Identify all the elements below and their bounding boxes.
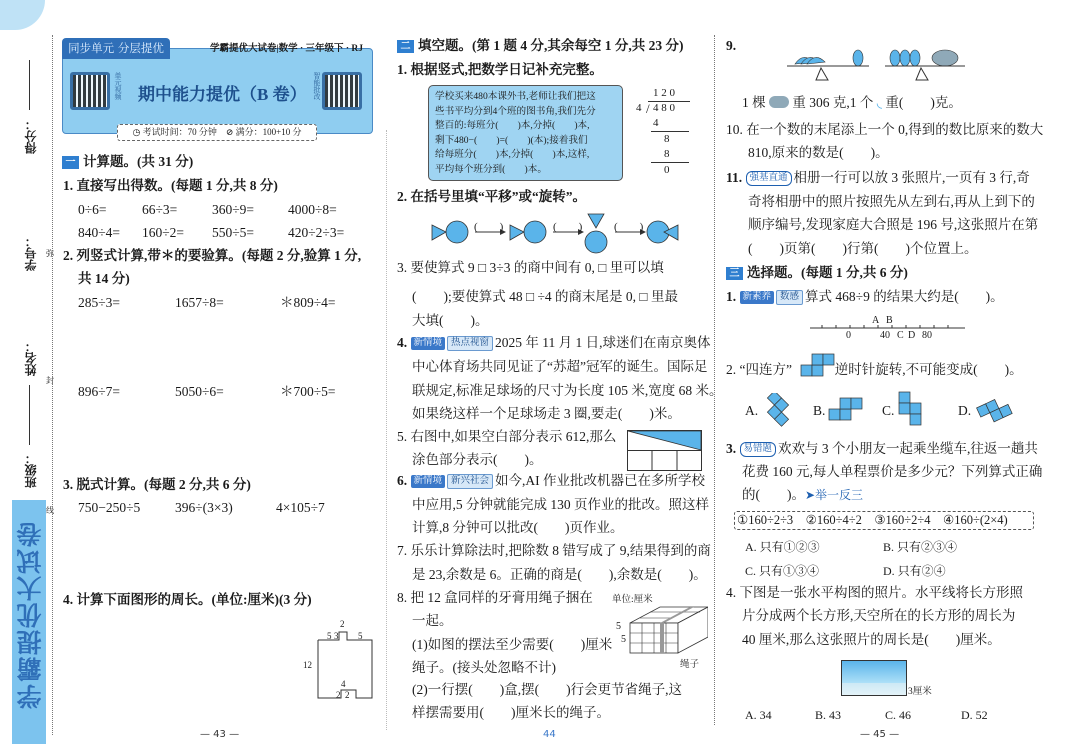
long-division (636, 86, 696, 178)
q4-number: 4. (397, 335, 408, 350)
c4-option[interactable]: A. 34 (745, 708, 772, 722)
mid-q3-line: 大填( )。 (412, 313, 489, 328)
q9-text: 重 306 克,1 个 (792, 95, 874, 110)
right-q9: 9. (726, 38, 737, 53)
step: 4 (653, 117, 659, 129)
q2-blank[interactable]: ( ) (614, 221, 644, 233)
c2-text: 2. “四连方” (726, 362, 792, 377)
header-tab: 同步单元 分层提优 (62, 38, 170, 59)
numline-label: B (886, 315, 893, 326)
score-label: 得分： (24, 118, 38, 154)
fig-label: 4 (341, 679, 346, 689)
c3-option[interactable]: B. 只有②③④ (883, 540, 958, 554)
right-q11-line: 奇将相册中的照片按照先从左到右,再从上到下的 (748, 194, 1035, 209)
c1-number: 1. (726, 289, 737, 304)
fig-label: 2 (340, 619, 345, 629)
q6-number: 6. (397, 473, 408, 488)
tag-foundation: 强基直通 (746, 171, 792, 186)
tag-new-context: 新情境 (411, 475, 446, 488)
step: 8 (664, 148, 670, 160)
toothpaste-bundle-figure (624, 595, 708, 657)
c3-text: 欢欢与 3 个小朋友一起乘坐缆车,往返一趟共 (778, 441, 1038, 456)
c2-option-label[interactable]: B. (813, 403, 826, 418)
diary-line: 整百的:每班分( )本,分掉( )本, (435, 120, 590, 131)
c1-text: 算式 468÷9 的结果大约是( )。 (805, 289, 1004, 304)
tag-number-sense: 数感 (776, 290, 803, 305)
vertical-calc-item: ＊809÷4= (280, 295, 336, 310)
c3-option[interactable]: C. 只有①③④ (745, 564, 820, 578)
mid-q6-line (397, 472, 705, 490)
column-divider (386, 130, 387, 730)
q6-text: 如今,AI 作业批改机器已在多所学校 (495, 473, 706, 488)
right-q10-line: 10. 在一个数的末尾添上一个 0,得到的数比原来的数大 (726, 122, 1044, 137)
diary-line: 平均每个班分到( )本。 (435, 163, 547, 175)
q2-blank[interactable]: ( ) (474, 221, 504, 233)
quotient: 1 2 0 (653, 87, 675, 99)
choice-1-line (726, 288, 1004, 306)
section-1-heading (62, 153, 193, 171)
option-b-shape[interactable] (828, 396, 864, 422)
related-practice-link[interactable]: ➤举一反三 (805, 488, 864, 502)
section-1-number: 一 (62, 156, 79, 169)
dim-label: 5 (621, 634, 626, 645)
mid-q4-line: 如果绕这样一个足球场走 3 圈,要走( )米。 (412, 406, 681, 421)
full-score: ⊘ 满分：100+10 分 (225, 127, 302, 137)
vertical-calc-item: ＊700÷5= (280, 384, 336, 399)
numline-label: 0 (846, 330, 851, 341)
option-a-shape[interactable] (760, 393, 796, 427)
choice-2-line (726, 361, 1023, 379)
calc-item: 4000÷8= (288, 202, 337, 217)
tag-new-literacy: 新素养 (740, 291, 775, 304)
banner-top-corner (0, 0, 45, 30)
mid-q8-line: 一起。 (412, 613, 453, 628)
c2-text: 逆时针旋转,不可能变成( )。 (834, 362, 1023, 377)
choice-3-line: 花费 160 元,每人单程票价是多少元？下列算式正确 (742, 464, 1043, 479)
qr-code-left (70, 72, 110, 110)
calc-item: 420÷2÷3= (288, 225, 345, 240)
calc-item: 840÷4= (78, 225, 121, 240)
seal-dotted-line (52, 35, 53, 735)
seal-mi: 弥 (46, 249, 54, 258)
step: 0 (664, 164, 670, 176)
right-q10-line: 810,原来的数是( )。 (748, 145, 889, 160)
diary-line: 剩下480−( )=( )(本);接着我们 (435, 134, 588, 146)
choice-4-line: 4. 下图是一张水平构图的照片。水平线将长方形照 (726, 585, 1023, 600)
section-3-heading (726, 264, 908, 282)
step-line (651, 131, 689, 132)
balance-scales-figure (785, 42, 975, 86)
rope-label: 绳子 (680, 660, 700, 670)
column-divider (714, 35, 715, 725)
fig-label: 12 (303, 660, 312, 670)
mid-q6-line: 计算,8 分钟可以批改( )页作业。 (412, 520, 624, 535)
c2-option-label[interactable]: D. (958, 403, 972, 418)
numline-label: A (872, 315, 880, 326)
vertical-calc-item: 5050÷6= (175, 384, 224, 399)
right-q11-line (726, 169, 1030, 187)
section-3-number: 三 (726, 267, 743, 280)
calc-item: 360÷9= (212, 202, 255, 217)
numline-label: D (908, 330, 916, 341)
left-q2: 2. 列竖式计算,带＊的要验算。(每题 2 分,验算 1 分, (63, 248, 362, 263)
page-number-43: — 43 — (200, 729, 240, 740)
mid-q5-line: 5. 右图中,如果空白部分表示 612,那么 (397, 429, 617, 444)
page-number-45: — 45 — (860, 729, 900, 740)
mid-q7-line: 7. 乐乐计算除法时,把除数 8 错写成了 9,结果得到的商 (397, 543, 711, 558)
step-line (651, 162, 689, 163)
mid-q6-line: 中应用,5 分钟就能完成 130 页作业的批改。照这样 (412, 497, 709, 512)
diary-line: 给每班分( )本,分掉( )本,这样, (435, 149, 590, 160)
dividend: 4 8 0 (653, 102, 675, 114)
divisor: 4 (636, 102, 642, 114)
qr-code-right (322, 72, 362, 110)
left-q3: 3. 脱式计算。(每题 2 分,共 6 分) (63, 477, 251, 492)
mid-q3-line: 3. 要使算式 9 □ 3÷3 的商中间有 0, □ 里可以填 (397, 260, 664, 275)
mid-q8-line: 绳子。(接头处忽略不计) (412, 660, 556, 675)
calc-item: 66÷3= (142, 202, 178, 217)
section-2-heading (397, 37, 684, 55)
calc-item: 0÷6= (78, 202, 107, 217)
cabbage-icon (769, 96, 789, 108)
choice-3-line (742, 486, 863, 504)
fig-label: 3 (334, 631, 339, 641)
right-q11-line: 顺序编号,发现家庭大合照是 196 号,这张照片在第 (748, 217, 1039, 232)
q2-blank[interactable]: ( ) (553, 221, 583, 233)
tag-new-context: 新情境 (411, 337, 446, 350)
tag-hot-topic: 热点视窗 (447, 336, 493, 351)
q9-line (742, 94, 962, 112)
calc-item: 550÷5= (212, 225, 255, 240)
mid-q8-line: (2)一行摆( )盒,摆( )行会更节省绳子,这 (412, 682, 682, 697)
mid-q3-line: ( );要使算式 48 □ ÷4 的商末尾是 0, □ 里最 (412, 289, 678, 304)
student-id-label: 学号： (24, 235, 38, 271)
division-bracket: / (646, 101, 650, 116)
dim-label: 5 (616, 621, 621, 632)
seal-xian: 线 (46, 506, 54, 515)
fig-label: 5 (327, 631, 332, 641)
numline-label: C (897, 330, 904, 341)
q9-text: 1 棵 (742, 95, 766, 110)
left-q1: 1. 直接写出得数。(每题 1 分,共 8 分) (63, 178, 278, 193)
banana-icon: ◟ (876, 95, 882, 110)
mid-q8-line: 样摆需要用( )厘米长的绳子。 (412, 705, 610, 720)
fraction-rectangle-figure (627, 430, 703, 472)
c4-option[interactable]: B. 43 (815, 708, 842, 722)
mid-q8-line: 8. 把 12 盒同样的牙膏用绳子捆在 (397, 590, 593, 605)
score-line (29, 60, 30, 110)
right-q11-line: ( )页第( )行第( )个位置上。 (748, 241, 978, 256)
exam-time: ◷ 考试时间：70 分钟 (132, 127, 217, 137)
c2-option-label[interactable]: A. (745, 403, 759, 418)
section-2-title: 填空题。(第 1 题 4 分,其余每空 1 分,共 23 分) (418, 38, 684, 53)
c2-option-label[interactable]: C. (882, 403, 895, 418)
mid-q8-line: (1)如图的摆法至少需要( )厘米 (412, 637, 613, 652)
fig-label: 2 (336, 690, 341, 700)
exam-info-pill (117, 124, 317, 141)
choice-4-line: 片分成两个长方形,天空所在的长方形的周长为 (742, 608, 1016, 623)
step: 8 (664, 133, 670, 145)
calc-item: 160÷2= (142, 225, 185, 240)
qr-right-label: 智能批改 (313, 72, 321, 100)
mid-q4-line (397, 334, 711, 352)
unit-label: 单位:厘米 (612, 595, 653, 605)
vertical-calc-item: 896÷7= (78, 384, 121, 399)
name-line (29, 385, 30, 445)
vertical-calc-item: 1657÷8= (175, 295, 224, 310)
math-diary-box (428, 85, 623, 181)
mid-q4-line: 中心体育场共同见证了“苏超”冠军的诞生。国际足 (412, 359, 708, 374)
numline-label: 40 (880, 330, 890, 341)
option-c-shape[interactable] (897, 390, 923, 428)
vertical-calc-item: 285÷3= (78, 295, 121, 310)
name-label: 姓名： (24, 340, 38, 376)
diary-line: 学校买来480本课外书,老师让我们把这 (435, 91, 596, 102)
c3-number: 3. (726, 441, 737, 456)
c3-text: 的( )。 (742, 487, 805, 502)
landscape-photo (841, 660, 907, 696)
section-3-title: 选择题。(每题 1 分,共 6 分) (747, 265, 908, 280)
seal-feng: 封 (46, 376, 54, 385)
series-label: 学霸提优大试卷|数学 · 三年级下 · RJ (210, 44, 364, 54)
mid-q1: 1. 根据竖式,把数学日记补充完整。 (397, 62, 603, 77)
choice-3-line (726, 440, 1038, 458)
tag-emerging-society: 新兴社会 (447, 474, 493, 489)
stepwise-item: 396÷(3×3) (175, 500, 233, 515)
q9-text: 重( )克。 (885, 95, 962, 110)
qr-left-label: 单元视频 (114, 72, 122, 100)
brand-banner-text: 学霸提优大试卷 (18, 520, 45, 709)
section-2-number: 二 (397, 40, 414, 53)
left-q2-cont: 共 14 分) (78, 271, 130, 286)
choice-4-line: 40 厘米,那么这张照片的周长是( )厘米。 (742, 632, 1001, 647)
height-label: 3厘米 (908, 687, 932, 697)
numline-label: 80 (922, 330, 932, 341)
mid-q4-line: 联规定,标准足球场的尺寸为长度 105 米,宽度 68 米。 (412, 383, 723, 398)
tetromino-shape (800, 352, 836, 378)
left-q4: 4. 计算下面图形的周长。(单位:厘米)(3 分) (63, 592, 312, 607)
c3-option[interactable]: D. 只有②④ (883, 564, 946, 578)
mid-q5-line: 涂色部分表示( )。 (412, 452, 543, 467)
stepwise-item: 750−250÷5 (78, 500, 141, 515)
fig-label: 2 (345, 690, 350, 700)
c4-option[interactable]: D. 52 (961, 708, 988, 722)
stepwise-item: 4×105÷7 (276, 500, 325, 515)
option-d-shape[interactable] (975, 394, 1021, 424)
page-title: 期中能力提优（B 卷） (138, 85, 307, 104)
section-1-title: 计算题。(共 31 分) (83, 154, 194, 169)
c3-option[interactable]: A. 只有①②③ (745, 540, 820, 554)
mid-q2: 2. 在括号里填“平移”或“旋转”。 (397, 189, 586, 204)
mid-q7-line: 是 23,余数是 6。正确的商是( ),余数是( )。 (412, 567, 707, 582)
formula-options-box: ①160÷2÷3 ②160÷4÷2 ③160÷2÷4 ④160÷(2×4) (734, 511, 1034, 530)
fig-label: 5 (358, 631, 363, 641)
q4-text: 2025 年 11 月 1 日,球迷们在南京奥体 (495, 335, 711, 350)
tag-error-prone: 易错题 (740, 442, 777, 457)
q11-number: 11. (726, 170, 743, 185)
class-label: 班级： (24, 452, 38, 488)
c4-option[interactable]: C. 46 (885, 708, 912, 722)
page-number-44: 44 (543, 729, 556, 740)
q11-text: 相册一行可以放 3 张照片,一页有 3 行,奇 (793, 170, 1030, 185)
diary-line: 些书平均分到4个班的图书角,我们先分 (435, 105, 596, 117)
